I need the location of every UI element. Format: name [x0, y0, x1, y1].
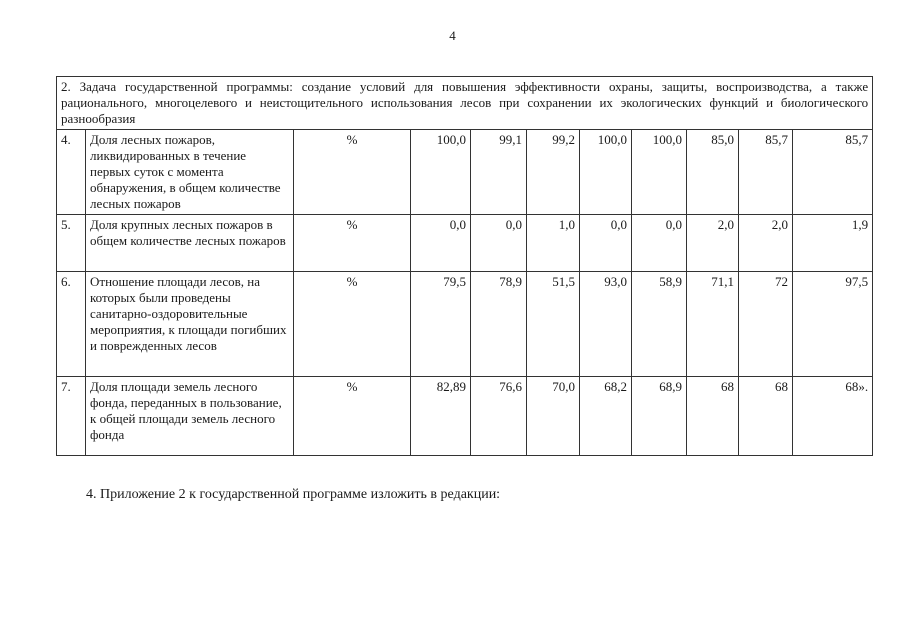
indicator-name: Отношение площади лесов, на которых были проведены санитарно-оздоровительные мероприятия, к площади погибших и поврежденных лесов — [86, 272, 294, 377]
unit-cell: % — [294, 215, 411, 272]
unit-cell: % — [294, 130, 411, 215]
page-number: 4 — [449, 28, 456, 43]
value-cell: 1,9 — [793, 215, 873, 272]
value-cell: 0,0 — [471, 215, 527, 272]
indicators-table — [56, 76, 873, 456]
value-cell: 78,9 — [471, 272, 527, 377]
indicator-name: Доля площади земель лесного фонда, переданных в пользование, к общей площади земель лесного фонда — [86, 377, 294, 456]
value-cell: 100,0 — [580, 130, 632, 215]
value-cell: 71,1 — [687, 272, 739, 377]
value-cell: 99,1 — [471, 130, 527, 215]
value-cell: 68 — [687, 377, 739, 456]
unit-cell: % — [294, 272, 411, 377]
value-cell: 97,5 — [793, 272, 873, 377]
value-cell: 51,5 — [527, 272, 580, 377]
task-header-cell: 2. Задача государственной программы: создание условий для повышения эффективности охраны, защиты, воспроизводства, а также рационального, многоцелевого и неистощительного использования лесов при сохранении их экологических функций и биологического разнообразия — [57, 77, 873, 130]
value-cell: 70,0 — [527, 377, 580, 456]
value-cell: 100,0 — [632, 130, 687, 215]
value-cell: 0,0 — [411, 215, 471, 272]
row-number: 4. — [57, 130, 86, 215]
value-cell: 85,0 — [687, 130, 739, 215]
value-cell: 72 — [739, 272, 793, 377]
closing-paragraph: 4. Приложение 2 к государственной программе изложить в редакции: — [86, 487, 501, 502]
task-header-row — [57, 77, 873, 130]
value-cell: 100,0 — [411, 130, 471, 215]
value-cell: 93,0 — [580, 272, 632, 377]
row-number: 6. — [57, 272, 86, 377]
value-cell: 68». — [793, 377, 873, 456]
value-cell: 68 — [739, 377, 793, 456]
value-cell: 0,0 — [580, 215, 632, 272]
value-cell: 68,2 — [580, 377, 632, 456]
value-cell: 76,6 — [471, 377, 527, 456]
value-cell: 79,5 — [411, 272, 471, 377]
value-cell: 1,0 — [527, 215, 580, 272]
value-cell: 2,0 — [687, 215, 739, 272]
indicator-name: Доля лесных пожаров, ликвидированных в течение первых суток с момента обнаружения, в общем количестве лесных пожаров — [86, 130, 294, 215]
value-cell: 99,2 — [527, 130, 580, 215]
value-cell: 82,89 — [411, 377, 471, 456]
row-number: 5. — [57, 215, 86, 272]
unit-cell: % — [294, 377, 411, 456]
value-cell: 0,0 — [632, 215, 687, 272]
value-cell: 85,7 — [739, 130, 793, 215]
table-row — [57, 215, 873, 272]
value-cell: 58,9 — [632, 272, 687, 377]
value-cell: 68,9 — [632, 377, 687, 456]
value-cell: 2,0 — [739, 215, 793, 272]
row-number: 7. — [57, 377, 86, 456]
table-row — [57, 130, 873, 215]
table-row — [57, 377, 873, 456]
value-cell: 85,7 — [793, 130, 873, 215]
indicator-name: Доля крупных лесных пожаров в общем количестве лесных пожаров — [86, 215, 294, 272]
table-row — [57, 272, 873, 377]
